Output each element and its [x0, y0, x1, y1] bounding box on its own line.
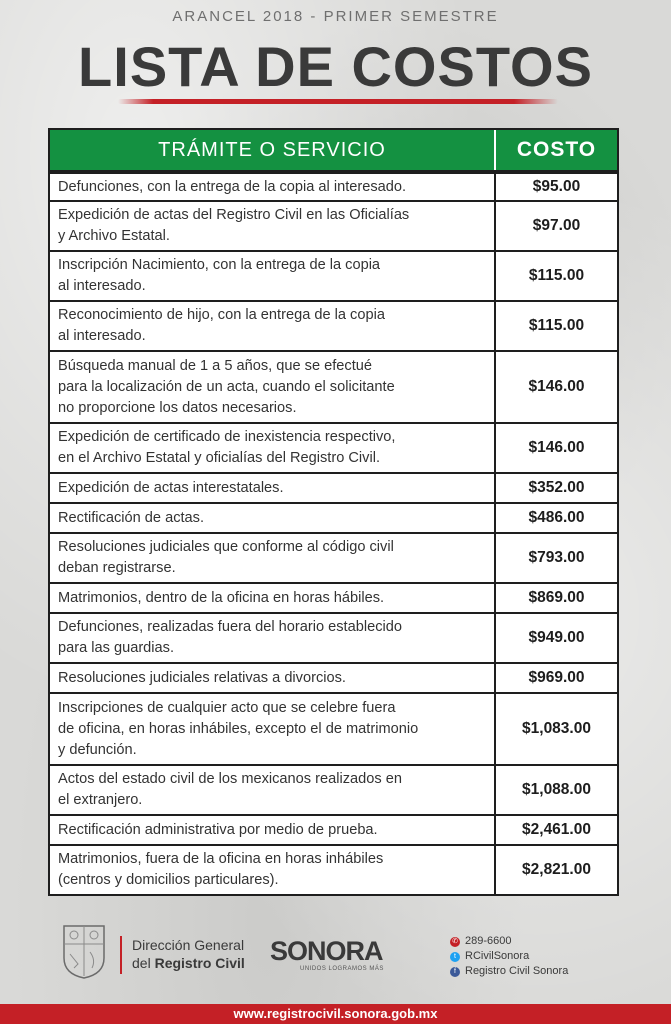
service-cell: Matrimonios, fuera de la oficina en horas inhábiles (centros y domicilios particulares).	[50, 846, 496, 894]
table-row	[48, 584, 619, 614]
cost-cell: $1,083.00	[522, 720, 591, 737]
contact-twitter[interactable]	[450, 949, 568, 964]
website-link[interactable]: www.registrocivil.sonora.gob.mx	[0, 1004, 671, 1024]
cost-cell: $949.00	[528, 629, 585, 646]
table-row	[48, 504, 619, 534]
page-title: LISTA DE COSTOS	[78, 35, 593, 98]
service-cell: Defunciones, realizadas fuera del horario establecido para las guardias.	[50, 614, 496, 662]
table-header	[48, 128, 619, 172]
department-line-2	[132, 954, 245, 972]
column-header-service: TRÁMITE O SERVICIO	[50, 130, 496, 170]
department-name	[132, 936, 245, 972]
contact-list	[450, 934, 568, 979]
table-row	[48, 534, 619, 584]
table-row	[48, 766, 619, 816]
service-cell: Rectificación de actas.	[50, 504, 496, 532]
state-seal-icon	[60, 922, 108, 980]
service-cell: Reconocimiento de hijo, con la entrega de la copia al interesado.	[50, 302, 496, 350]
table-row	[48, 846, 619, 896]
sonora-tagline: UNIDOS LOGRAMOS MÁS	[300, 966, 384, 972]
footer-logos	[0, 920, 671, 990]
service-cell: Expedición de certificado de inexistencia respectivo, en el Archivo Estatal y oficialías del Registro Civil.	[50, 424, 496, 472]
cost-cell: $115.00	[528, 317, 585, 334]
service-cell: Expedición de actas interestatales.	[50, 474, 496, 502]
facebook-page[interactable]: Registro Civil Sonora	[465, 965, 569, 977]
cost-cell: $146.00	[528, 439, 585, 456]
table-row	[48, 614, 619, 664]
table-row	[48, 474, 619, 504]
service-cell: Resoluciones judiciales relativas a divorcios.	[50, 664, 496, 692]
department-line-2-prefix: del	[132, 955, 155, 971]
cost-cell: $486.00	[528, 509, 585, 526]
table-row	[48, 202, 619, 252]
contact-facebook[interactable]	[450, 964, 568, 979]
cost-cell: $969.00	[528, 669, 585, 686]
table-row	[48, 816, 619, 846]
header-subtitle: ARANCEL 2018 - PRIMER SEMESTRE	[172, 8, 499, 25]
table-row	[48, 424, 619, 474]
service-cell: Defunciones, con la entrega de la copia al interesado.	[50, 174, 496, 200]
service-cell: Rectificación administrativa por medio de prueba.	[50, 816, 496, 844]
service-cell: Actos del estado civil de los mexicanos realizados en el extranjero.	[50, 766, 496, 814]
cost-cell: $2,461.00	[522, 821, 591, 838]
sonora-logo: SONORA	[270, 936, 383, 966]
department-line-1: Dirección General	[132, 937, 245, 953]
contact-phone	[450, 934, 568, 949]
cost-cell: $352.00	[528, 479, 585, 496]
phone-number: 289-6600	[465, 935, 512, 947]
cost-cell: $97.00	[532, 217, 581, 234]
cost-cell: $95.00	[532, 178, 581, 195]
facebook-icon: f	[450, 967, 460, 977]
cost-table	[48, 128, 619, 896]
footer-divider	[120, 936, 122, 974]
cost-cell: $869.00	[528, 589, 585, 606]
service-cell: Resoluciones judiciales que conforme al código civil deban registrarse.	[50, 534, 496, 582]
table-body	[48, 172, 619, 896]
cost-cell: $1,088.00	[522, 781, 591, 798]
table-row	[48, 694, 619, 766]
twitter-icon: t	[450, 952, 460, 962]
cost-cell: $115.00	[528, 267, 585, 284]
service-cell: Inscripciones de cualquier acto que se celebre fuera de oficina, en horas inhábiles, excepto el de matrimonio y defunción.	[50, 694, 496, 764]
service-cell: Búsqueda manual de 1 a 5 años, que se efectué para la localización de un acta, cuando el solicitante no proporcione los datos necesarios.	[50, 352, 496, 422]
phone-icon: ✆	[450, 937, 460, 947]
department-line-2-bold: Registro Civil	[154, 955, 245, 971]
cost-cell: $146.00	[528, 378, 585, 395]
title-underline	[118, 99, 558, 104]
cost-cell: $793.00	[528, 549, 585, 566]
table-row	[48, 664, 619, 694]
table-row	[48, 302, 619, 352]
service-cell: Expedición de actas del Registro Civil en las Oficialías y Archivo Estatal.	[50, 202, 496, 250]
column-header-cost: COSTO	[516, 138, 597, 161]
table-row	[48, 172, 619, 202]
cost-cell: $2,821.00	[522, 861, 591, 878]
table-row	[48, 252, 619, 302]
table-row	[48, 352, 619, 424]
twitter-handle[interactable]: RCivilSonora	[465, 950, 530, 962]
service-cell: Matrimonios, dentro de la oficina en horas hábiles.	[50, 584, 496, 612]
service-cell: Inscripción Nacimiento, con la entrega de la copia al interesado.	[50, 252, 496, 300]
